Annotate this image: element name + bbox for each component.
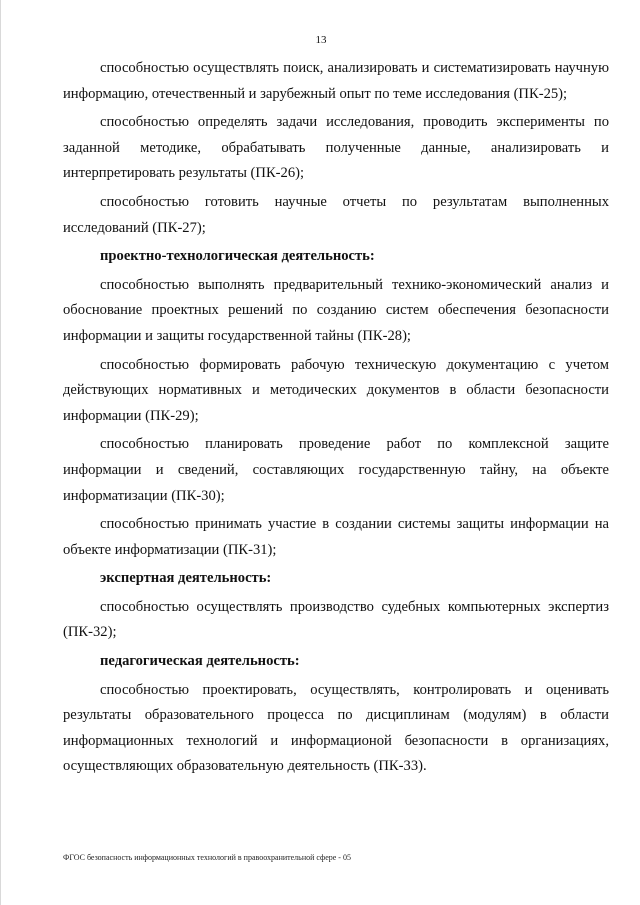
paragraph-pk-25: способностью осуществлять поиск, анализировать и систематизировать научную информацию, отечественный и зарубежный опыт по теме исследования (ПК-25); <box>63 60 609 102</box>
paragraph-pk-28: способностью выполнять предварительный технико-экономический анализ и обоснование проектных решений по созданию систем обеспечения безопасности информации и защиты государственной тайны (ПК-28); <box>63 276 609 344</box>
paragraph-pk-27: способностью готовить научные отчеты по результатам выполненных исследований (ПК-27); <box>63 193 609 236</box>
section-heading-design-technology: проектно-технологическая деятельность: <box>100 248 375 265</box>
paragraph-pk-33: способностью проектировать, осуществлять, контролировать и оценивать результаты образовательного процесса по дисциплинам (модулям) в области информационных технологий и информационой безопасности в организациях, осуществляющих образовательную деятельность (ПК-33). <box>63 681 609 775</box>
paragraph-pk-30: способностью планировать проведение работ по комплексной защите информации и сведений, составляющих государственную тайну, на объекте информатизации (ПК-30); <box>63 436 609 504</box>
page-footer: ФГОС безопасность информационных технологий в правоохранительной сфере - 05 <box>63 853 351 862</box>
section-heading-pedagogical: педагогическая деятельность: <box>100 653 300 670</box>
paragraph-pk-29: способностью формировать рабочую техническую документацию с учетом действующих нормативных и методических документов в области безопасности информации (ПК-29); <box>63 356 609 424</box>
paragraph-pk-31: способностью принимать участие в создании системы защиты информации на объекте информатизации (ПК-31); <box>63 516 609 558</box>
paragraph-pk-26: способностью определять задачи исследования, проводить эксперименты по заданной методике, обрабатывать полученные данные, анализировать и интерпретировать результаты (ПК-26); <box>63 114 609 182</box>
paragraph-pk-32: способностью осуществлять производство судебных компьютерных экспертиз (ПК-32); <box>63 598 609 641</box>
document-body <box>63 56 609 783</box>
section-heading-expert: экспертная деятельность: <box>100 570 272 587</box>
page-number: 13 <box>315 34 327 46</box>
